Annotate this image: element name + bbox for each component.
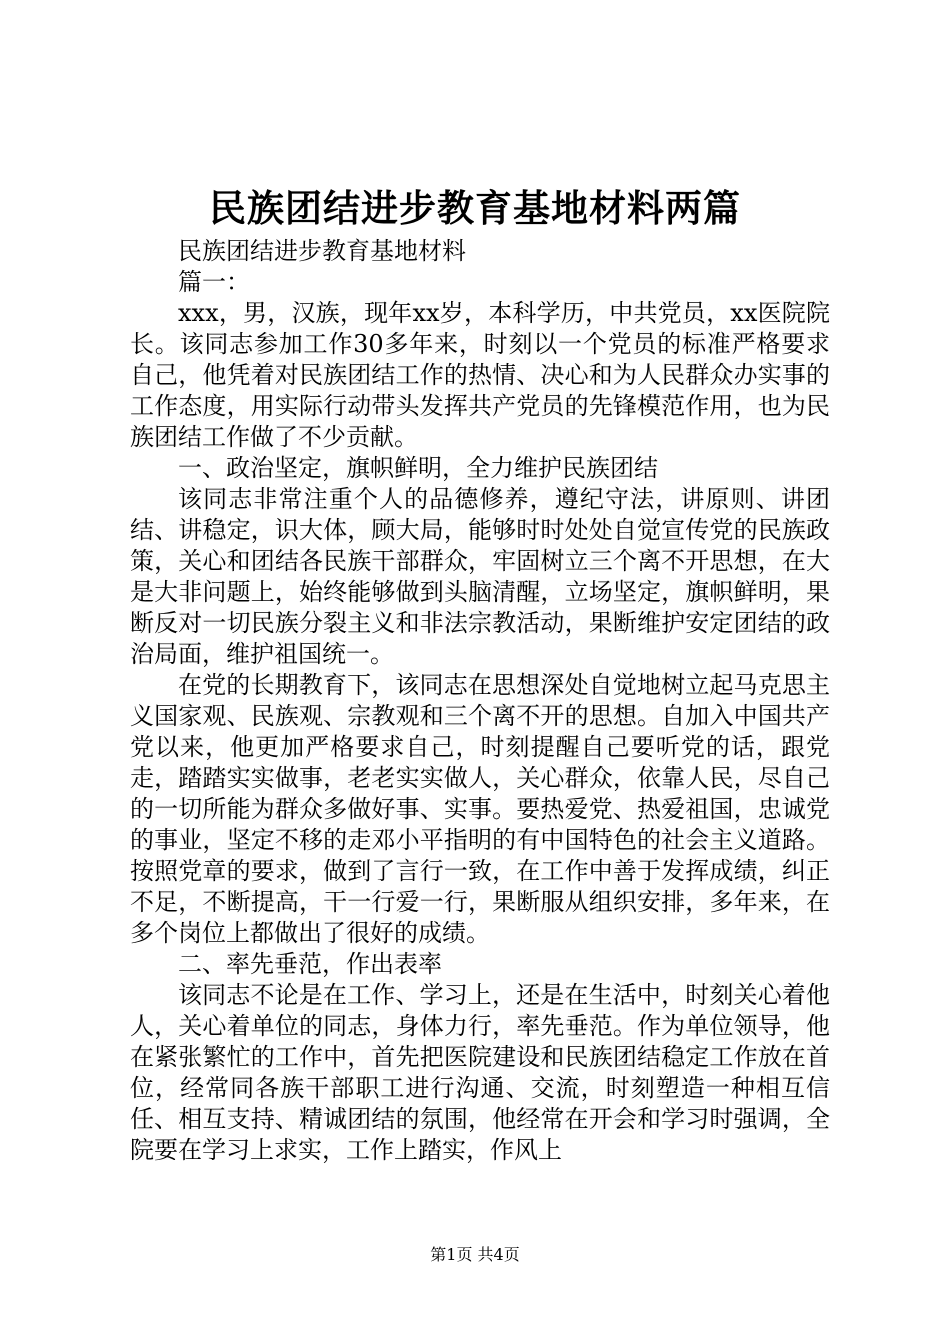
document-title: 民族团结进步教育基地材料两篇 [209, 186, 741, 230]
intro-paragraph: xxx，男，汉族，现年xx岁，本科学历，中共党员，xx医院院长。该同志参加工作30多年来，时刻以一个党员的标准严格要求自己，他凭着对民族团结工作的热情、决心和为人民群众办实事的工作态度，用实际行动带头发挥共产党员的先锋模范作用，也为民族团结工作做了不少贡献。 [130, 299, 830, 451]
section-heading-1: 一、政治坚定，旗帜鲜明，全力维护民族团结 [178, 454, 658, 482]
part-label-paragraph: 篇一： [178, 268, 250, 296]
subtitle-paragraph: 民族团结进步教育基地材料 [178, 237, 466, 265]
body-paragraph: 该同志非常注重个人的品德修养，遵纪守法，讲原则、讲团结、讲稳定，识大体，顾大局，能够时时处处自觉宣传党的民族政策，关心和团结各民族干部群众，牢固树立三个离不开思想，在大是大非问题上，始终能够做到头脑清醒，立场坚定，旗帜鲜明，果断反对一切民族分裂主义和非法宗教活动，果断维护安定团结的政治局面，维护祖国统一。 [130, 485, 830, 668]
body-paragraph: 该同志不论是在工作、学习上，还是在生活中，时刻关心着他人，关心着单位的同志，身体力行，率先垂范。作为单位领导，他在紧张繁忙的工作中，首先把医院建设和民族团结稳定工作放在首位，经常同各族干部职工进行沟通、交流，时刻塑造一种相互信任、相互支持、精诚团结的氛围，他经常在开会和学习时强调，全院要在学习上求实，工作上踏实，作风上 [130, 981, 830, 1164]
body-paragraph: 在党的长期教育下，该同志在思想深处自觉地树立起马克思主义国家观、民族观、宗教观和三个离不开的思想。自加入中国共产党以来，他更加严格要求自己，时刻提醒自己要听党的话，跟党走，踏踏实实做事，老老实实做人，关心群众，依靠人民，尽自己的一切所能为群众多做好事、实事。要热爱党、热爱祖国，忠诚党的事业，坚定不移的走邓小平指明的有中国特色的社会主义道路。按照党章的要求，做到了言行一致，在工作中善于发挥成绩，纠正不足，不断提高，干一行爱一行，果断服从组织安排，多年来，在多个岗位上都做出了很好的成绩。 [130, 671, 830, 947]
page-footer: 第1页 共4页 [430, 1245, 520, 1264]
section-heading-2: 二、率先垂范，作出表率 [178, 950, 442, 978]
document-body [130, 236, 830, 1166]
